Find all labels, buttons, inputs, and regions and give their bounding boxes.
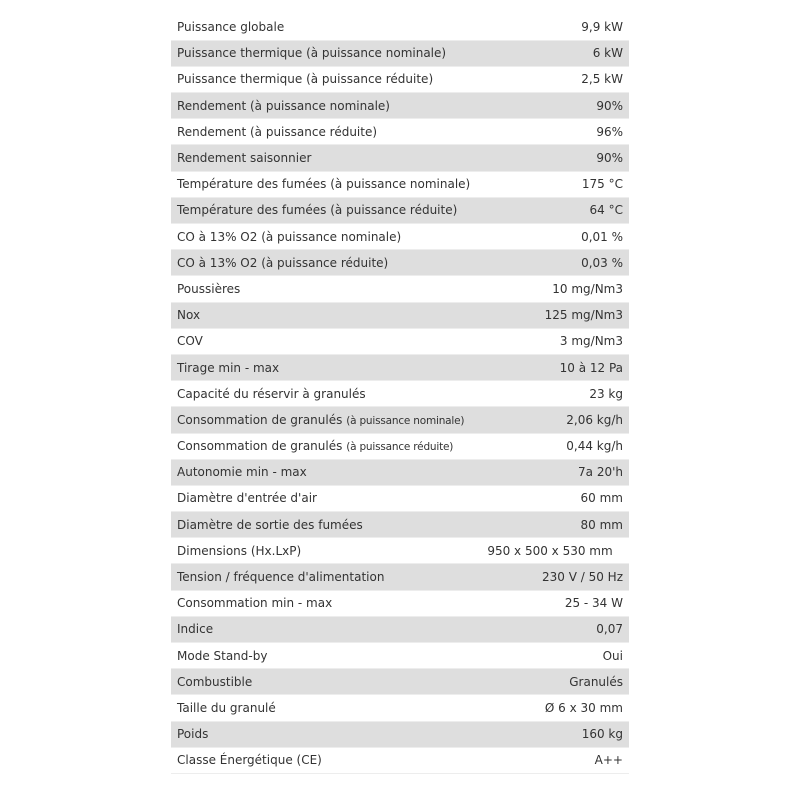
spec-label: Indice <box>171 616 471 642</box>
table-row <box>171 512 629 538</box>
spec-label-note: (à puissance réduite) <box>346 441 454 454</box>
spec-value: 0,03 % <box>471 250 629 276</box>
spec-value: 9,9 kW <box>471 14 629 40</box>
table-row <box>171 590 629 616</box>
spec-label: Tirage min - max <box>171 354 471 380</box>
spec-label: Consommation de granulés <box>177 412 343 427</box>
spec-label: Rendement saisonnier <box>171 145 471 171</box>
table-row <box>171 302 629 328</box>
spec-value: 90% <box>471 145 629 171</box>
table-row <box>171 276 629 302</box>
table-row <box>171 354 629 380</box>
table-row <box>171 224 629 250</box>
spec-label: Rendement (à puissance nominale) <box>171 93 471 119</box>
spec-label: Consommation min - max <box>171 590 471 616</box>
spec-value: 96% <box>471 119 629 145</box>
spec-value: A++ <box>471 747 629 773</box>
spec-label: Puissance globale <box>171 14 471 40</box>
spec-value: 125 mg/Nm3 <box>471 302 629 328</box>
spec-label: Capacité du réservir à granulés <box>171 381 471 407</box>
table-row <box>171 459 629 485</box>
spec-value: 25 - 34 W <box>471 590 629 616</box>
spec-value: 950 x 500 x 530 mm <box>471 538 629 564</box>
spec-table-body <box>171 14 629 773</box>
spec-table-container <box>171 14 629 776</box>
table-row <box>171 250 629 276</box>
spec-label: Rendement (à puissance réduite) <box>171 119 471 145</box>
spec-label: Autonomie min - max <box>171 459 471 485</box>
spec-label: Classe Énergétique (CE) <box>171 747 471 773</box>
table-row <box>171 119 629 145</box>
spec-value: 3 mg/Nm3 <box>471 328 629 354</box>
spec-value: 160 kg <box>471 721 629 747</box>
table-row <box>171 66 629 92</box>
table-row <box>171 747 629 773</box>
spec-label: Mode Stand-by <box>171 643 471 669</box>
spec-value: 90% <box>471 93 629 119</box>
spec-value: 23 kg <box>471 381 629 407</box>
table-row <box>171 616 629 642</box>
spec-value: 0,07 <box>471 616 629 642</box>
spec-value: 10 mg/Nm3 <box>471 276 629 302</box>
spec-label: Dimensions (Hx.LxP) <box>171 538 471 564</box>
spec-value: Ø 6 x 30 mm <box>471 695 629 721</box>
table-row <box>171 328 629 354</box>
spec-value: 64 °C <box>471 197 629 223</box>
table-row <box>171 669 629 695</box>
table-row <box>171 381 629 407</box>
spec-value: Granulés <box>471 669 629 695</box>
table-row <box>171 407 629 433</box>
table-row <box>171 145 629 171</box>
spec-value: 2,06 kg/h <box>471 407 629 433</box>
table-row <box>171 93 629 119</box>
spec-label: Combustible <box>171 669 471 695</box>
spec-value: 230 V / 50 Hz <box>471 564 629 590</box>
table-row <box>171 564 629 590</box>
spec-label: CO à 13% O2 (à puissance réduite) <box>171 250 471 276</box>
spec-value: 0,01 % <box>471 224 629 250</box>
spec-label-with-note <box>171 433 471 459</box>
spec-label: Diamètre de sortie des fumées <box>171 512 471 538</box>
spec-label: Poids <box>171 721 471 747</box>
spec-value: 0,44 kg/h <box>471 433 629 459</box>
spec-value: 2,5 kW <box>471 66 629 92</box>
table-row <box>171 433 629 459</box>
table-row <box>171 14 629 40</box>
table-row <box>171 695 629 721</box>
spec-label: Poussières <box>171 276 471 302</box>
table-row <box>171 643 629 669</box>
spec-label: Taille du granulé <box>171 695 471 721</box>
spec-label: Température des fumées (à puissance nominale) <box>171 171 471 197</box>
spec-value: 60 mm <box>471 485 629 511</box>
spec-value: 80 mm <box>471 512 629 538</box>
table-row <box>171 197 629 223</box>
table-row <box>171 40 629 66</box>
spec-label-note: (à puissance nominale) <box>346 414 465 427</box>
spec-value: 175 °C <box>471 171 629 197</box>
spec-label: Puissance thermique (à puissance nominale) <box>171 40 471 66</box>
spec-label: CO à 13% O2 (à puissance nominale) <box>171 224 471 250</box>
spec-label: Tension / fréquence d'alimentation <box>171 564 471 590</box>
table-row <box>171 171 629 197</box>
table-row <box>171 485 629 511</box>
spec-label: Diamètre d'entrée d'air <box>171 485 471 511</box>
spec-value: 7a 20'h <box>471 459 629 485</box>
spec-label: Puissance thermique (à puissance réduite) <box>171 66 471 92</box>
spec-table <box>171 14 629 774</box>
table-row <box>171 538 629 564</box>
spec-label: Consommation de granulés <box>177 439 343 454</box>
spec-value: 6 kW <box>471 40 629 66</box>
spec-label: Température des fumées (à puissance réduite) <box>171 197 471 223</box>
table-row <box>171 721 629 747</box>
spec-value: Oui <box>471 643 629 669</box>
spec-label: COV <box>171 328 471 354</box>
spec-label-with-note <box>171 407 471 433</box>
spec-label: Nox <box>171 302 471 328</box>
spec-value: 10 à 12 Pa <box>471 354 629 380</box>
